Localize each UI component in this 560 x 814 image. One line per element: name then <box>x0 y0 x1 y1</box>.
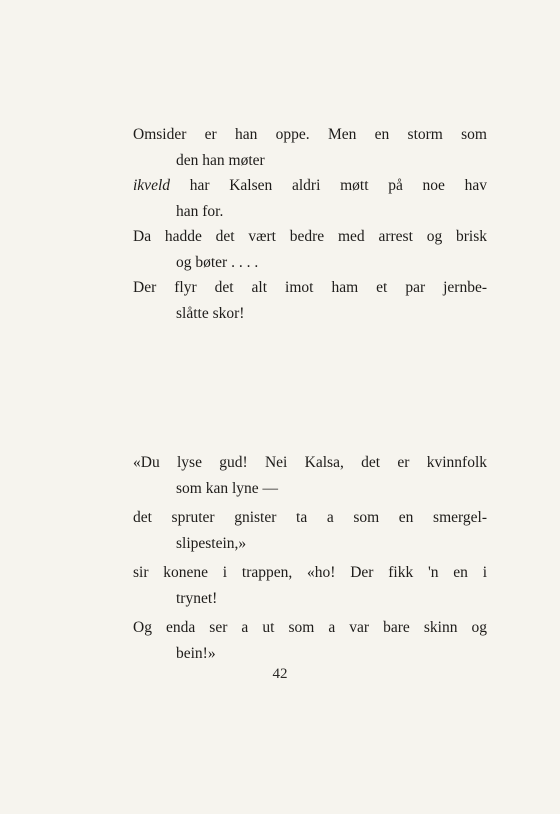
stanza-2-line-7: Og enda ser a ut som a var bare skinn og <box>133 619 487 636</box>
stanza-2-line-5: sir konene i trappen, «ho! Der fikk 'n en i <box>133 564 487 581</box>
stanza-2-line-1: «Du lyse gud! Nei Kalsa, det er kvinnfolk <box>133 454 487 471</box>
stanza-1-line-7: Der flyr det alt imot ham et par jernbe- <box>133 279 487 296</box>
stanza-1-line-5: Da hadde det vært bedre med arrest og brisk <box>133 228 487 245</box>
stanza-2-line-3: det spruter gnister ta a som en smergel- <box>133 509 487 526</box>
stanza-2-line-4: slipestein,» <box>176 534 247 552</box>
italic-word-ikveld: ikveld <box>133 177 171 194</box>
stanza-1-line-2: den han møter <box>176 151 265 169</box>
stanza-2 <box>133 450 487 666</box>
stanza-2-line-2: som kan lyne — <box>176 479 279 497</box>
stanza-1-line-3-rest: har Kalsen aldri møtt på noe hav <box>189 177 487 194</box>
stanza-1-line-3 <box>133 173 487 199</box>
stanza-1 <box>133 122 487 326</box>
stanza-2-line-8: bein!» <box>176 644 216 662</box>
stanza-1-line-1: Omsider er han oppe. Men en storm som <box>133 126 487 143</box>
stanza-1-line-6: og bøter . . . . <box>176 253 259 271</box>
stanza-2-line-6: trynet! <box>176 589 218 607</box>
stanza-1-line-8: slåtte skor! <box>176 304 245 322</box>
stanza-1-line-4: han for. <box>176 202 224 220</box>
page-number: 42 <box>272 666 288 682</box>
